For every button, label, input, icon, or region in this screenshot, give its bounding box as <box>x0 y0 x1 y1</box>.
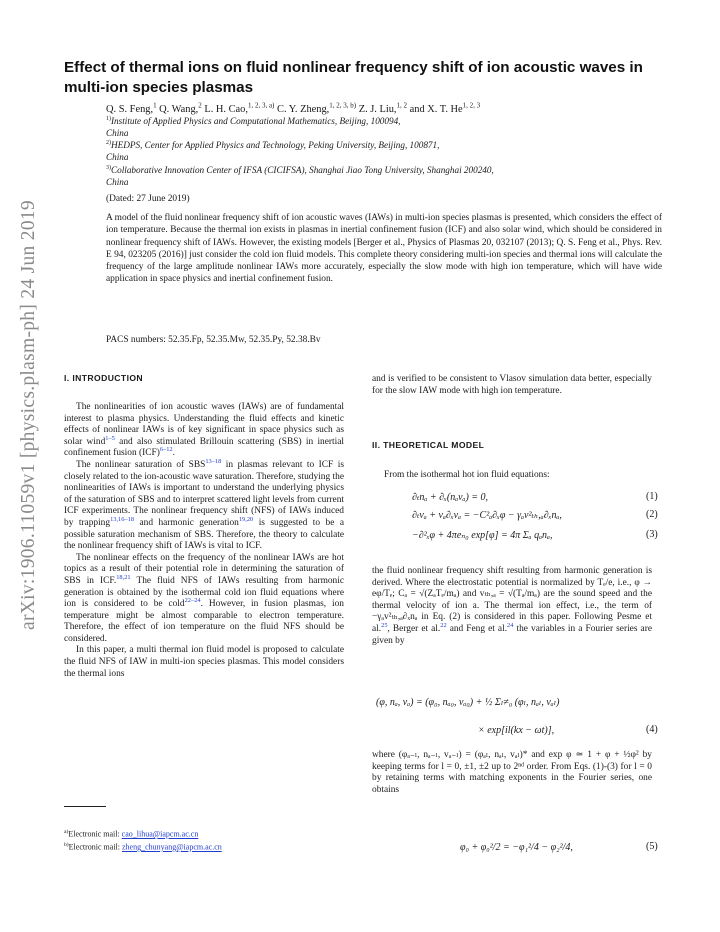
equation-number-3: (3) <box>646 529 658 540</box>
equation-number-5: (5) <box>646 841 658 852</box>
equation-number-4: (4) <box>646 724 658 735</box>
email-link[interactable]: cao_lihua@iapcm.ac.cn <box>121 829 199 839</box>
citation[interactable]: 6–12 <box>159 446 173 454</box>
author: Q. S. Feng,$^1$ <box>106 102 157 116</box>
author: C. Y. Zheng,$^{1, 2, 3, b)}$ <box>277 102 357 116</box>
arxiv-stamp <box>14 180 44 650</box>
pacs-numbers: PACS numbers: 52.35.Fp, 52.35.Mw, 52.35.Py, 52.38.Bv <box>106 335 321 345</box>
citation[interactable]: 19,20 <box>238 515 254 523</box>
footnote-b: $^{b)}$Electronic mail: zheng_chunyang@iapcm.ac.cn <box>64 842 222 852</box>
intro-paragraph-3: The nonlinear effects on the frequency of the nonlinear IAWs are hot topics as a result of their potential role in determining the saturation of SBS in ICF.$^{18,21}$ The fluid NFS of IAWs resulting from harmonic generation is obtained by the isothermal cold ion fluid equations where ion is considered to be cold$^{22-24}$. However, in fusion plasmas, ion temperature might be almost comparable to electron temperature. Therefore, the effect of ion temperature on the fluid NFS should be considered. <box>64 552 345 644</box>
intro-paragraph-2: The nonlinear saturation of SBS$^{13-18}$ in plasmas relevant to ICF is closely related to the ion-acoustic wave saturation. Therefore, studying the nonlinearities of IAWs is important to understand the underlying physics of the saturation of SBS and to interpret scattered light levels from current ICF experiments. The nonlinear frequency shift (NFS) of IAWs induced by trapping$^{13,16-18}$ and harmonic generation$^{19,20}$ is suggested to be a possible saturation mechanism of SBS. Therefore, the theory to calculate the nonlinear frequency shift of IAWs is vital to ICF. <box>64 457 344 552</box>
dated-line: (Dated: 27 June 2019) <box>106 194 190 204</box>
right-column-top <box>372 374 652 397</box>
equation-number-2: (2) <box>646 509 658 520</box>
right-continuation-text: and is verified to be consistent to Vlasov simulation data better, especially for the slow IAW mode with high ion temperature. <box>372 374 652 396</box>
equation-4-line-1: (φ, nₐ, vₐ) = (φ₀, nₐ₀, vₐ₀) + ½ Σₗ≠₀ (φₗ, nₐₗ, vₐₗ) <box>376 697 560 708</box>
citation[interactable]: 13–18 <box>205 457 222 465</box>
author: L. H. Cao,$^{1, 2, 3, a)}$ <box>204 102 275 116</box>
citation[interactable]: 18,21 <box>116 573 131 581</box>
section-heading-theoretical-model: II. THEORETICAL MODEL <box>372 440 485 450</box>
email-link[interactable]: zheng_chunyang@iapcm.ac.cn <box>121 842 222 852</box>
intro-paragraph-4: In this paper, a multi thermal ion fluid model is proposed to calculate the fluid NFS of IAW in multi-ion species plasmas. This model considers the thermal ions <box>64 645 344 679</box>
citation[interactable]: 24 <box>507 621 514 629</box>
equation-5: φ₀ + φ₀²/2 = −φ₁²/4 − φ₂²/4, <box>460 842 573 853</box>
intro-paragraph-1: The nonlinearities of ion acoustic waves (IAWs) are of fundamental interest to plasma physics. Understanding the fluid effects and kinetic effects of nonlinear IAWs is of key significant in space physics such as solar wind$^{1-5}$ and also stimulated Brillouin scattering (SBS) in inertial confinement fusion (ICF)$^{6-12}$. <box>64 402 344 459</box>
equation-1: ∂ₜnₐ + ∂ₓ(nₐvₐ) = 0, <box>412 492 489 503</box>
author: Z. J. Liu,$^{1, 2}$ <box>358 102 408 116</box>
section-heading-introduction: I. INTRODUCTION <box>64 373 144 383</box>
equation-3: −∂²ₓφ + 4πeₙ₀ exp[φ] = 4π Σₐ qₐnₐ, <box>412 530 553 541</box>
abstract: A model of the fluid nonlinear frequency shift of ion acoustic waves (IAWs) in multi-ion species plasmas is presented, which considers the effect of ion temperature. Because the thermal ion exists in plasmas in inertial confinement fusion (ICF) and also solar wind, which should be considered in nonlinear frequency shift of IAWs. However, the existing models [Berger et al., Physics of Plasmas 20, 032107 (2013); Q. S. Feng et al., Phys. Rev. E 94, 023205 (2016)] just consider the cold ion fluid models. This complete theory considering multi-ion species and thermal ions will calculate the frequency of the large amplitude nonlinear IAWs more accurately, especially the slow mode with high ion temperature, which will have wide application in space physics and inertial confinement fusion. <box>106 213 662 285</box>
affiliation-2: $^{2)}$HEDPS, Center for Applied Physics and Technology, Peking University, Beijing, 100871, China <box>106 140 440 162</box>
theory-intro: From the isothermal hot ion fluid equations: <box>384 470 550 480</box>
author: Q. Wang,$^2$ <box>159 102 202 116</box>
equation-4-line-2: × exp[il(kx − ωt)], <box>478 725 555 736</box>
arxiv-stamp-text: arXiv:1906.11059v1 [physics.plasm-ph] 24 Jun 2019 <box>18 200 40 630</box>
author: and X. T. He$^{1, 2, 3}$ <box>409 102 481 116</box>
citation[interactable]: 22 <box>440 621 447 629</box>
equation-number-1: (1) <box>646 491 658 502</box>
paper-title: Effect of thermal ions on fluid nonlinear frequency shift of ion acoustic waves in multi-ion species plasmas <box>64 59 643 96</box>
equation-2: ∂ₜvₐ + vₐ∂ₓvₐ = −C²ₐ∂ₓφ − γₐv²ₜₕ,ₐ∂ₓnₐ, <box>412 510 562 521</box>
left-column <box>64 402 344 680</box>
theory-paragraph-1: the fluid nonlinear frequency shift resulting from harmonic generation is derived. Where the electrostatic potential is normalized by Tₑ/e, i.e., φ → eφ/Tₑ; Cₐ = √(ZₐTₑ/mₐ) and vₜₕ,ₐ = √(Tₐ/mₐ) are the sound speed and the thermal velocity of ion a. The thermal ion effect, i.e., the term of −γₐv²ₜₕ,ₐ∂ₓnₐ in Eq. (2) is considered in this paper. Following Pesme et al.$^{25}$, Berger et al.$^{22}$ and Feng et al.$^{24}$ the variables in a Fourier series are given by <box>372 566 652 646</box>
footnote-rule <box>64 806 106 807</box>
footnote-a: $^{a)}$Electronic mail: cao_lihua@iapcm.ac.cn <box>64 829 199 839</box>
citation[interactable]: 22–24 <box>184 596 201 604</box>
affiliation-1: $^{1)}$Institute of Applied Physics and Computational Mathematics, Beijing, 100094, China <box>106 116 401 138</box>
affiliation-3: $^{3)}$Collaborative Innovation Center of IFSA (CICIFSA), Shanghai Jiao Tong University, Shanghai 200240, China <box>106 165 494 187</box>
citation[interactable]: 13,16–18 <box>110 515 135 523</box>
citation[interactable]: 25 <box>381 621 388 629</box>
theory-paragraph-2: where (φₐ₋ₗ, nₐ₋ₗ, vₐ₋ₗ) = (φₐₗ, nₐₗ, vₐₗ)* and exp φ ≃ 1 + φ + ½φ² by keeping terms for l = 0, ±1, ±2 up to 2ⁿᵈ order. From Eqs. (1)-(3) for l = 0 by retaining terms with matching exponents in the Fourier series, one obtains <box>372 750 652 795</box>
citation[interactable]: 1–5 <box>105 434 115 442</box>
